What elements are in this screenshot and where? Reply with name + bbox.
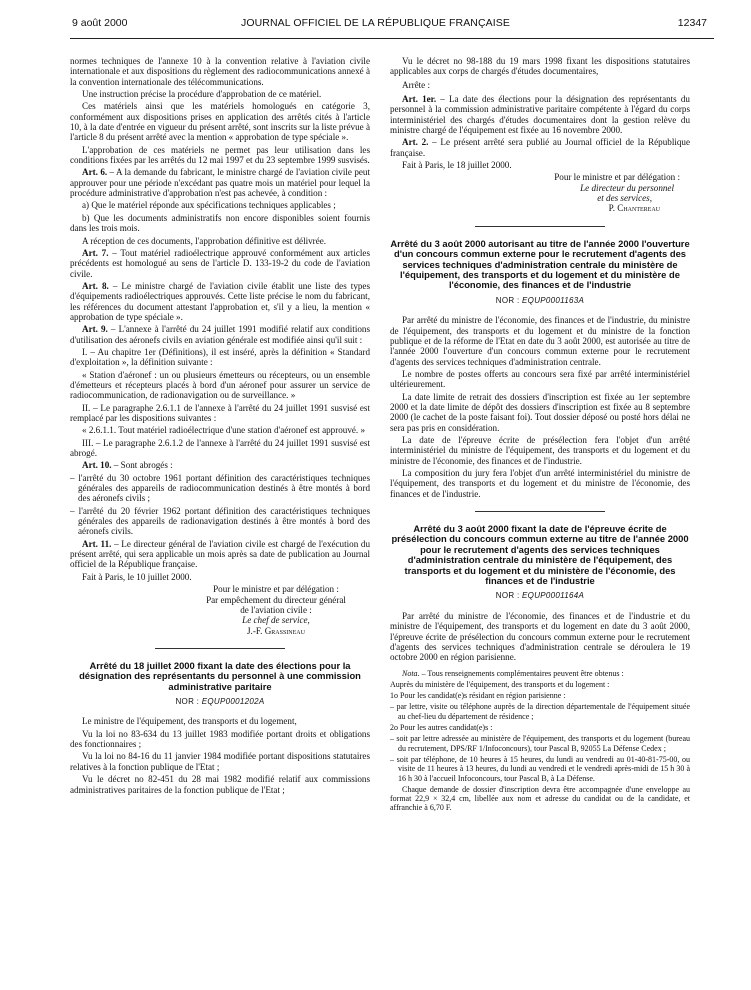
list-item: – l'arrêté du 30 octobre 1961 portant définition des caractéristiques techniques générales des appareils de radiocommunication destinés à être montés à bord des aéronefs civils ; (70, 472, 370, 504)
nota-text: – Tous renseignements complémentaires peuvent être obtenus : (419, 668, 624, 678)
paragraph: Vu la loi no 84-16 du 11 janvier 1984 modifiée portant dispositions statutaires relatives à la fonction publique de l'Etat ; (70, 751, 370, 772)
signature-line: Pour le ministre et par délégation : (213, 584, 339, 595)
article-text: – Sont abrogés : (111, 460, 173, 471)
article-2 (390, 137, 690, 158)
paragraph: b) Que les documents administratifs non encore disponibles soient fournis dans les trois mois. (70, 212, 370, 234)
article-text: – Tout matériel radioélectrique approuvé conformément aux articles précédents est homologué au sens de l'article D. 133-19-2 du code de l'aviation civile. (70, 247, 370, 279)
fait-line: Fait à Paris, le 18 juillet 2000. (402, 160, 512, 171)
article-10 (70, 460, 370, 470)
paragraph: Une instruction précise la procédure d'approbation de ce matériel. (82, 89, 322, 100)
paragraph: « 2.6.1.1. Tout matériel radioélectrique d'une station d'aéronef est approuvé. » (82, 425, 366, 436)
paragraph: II. – Le paragraphe 2.6.1.1 de l'annexe à l'arrêté du 24 juillet 1991 susvisé est remplacé par les dispositions suivantes : (70, 402, 370, 423)
paragraph: Vu le décret no 98-188 du 19 mars 1998 fixant les dispositions statutaires applicables aux corps de chargés d'études documentaires, (390, 56, 690, 77)
right-column (390, 56, 690, 815)
article-11 (70, 539, 370, 570)
separator (475, 226, 605, 227)
signatory-name: J.-F. Grassineau (247, 625, 305, 636)
signature-block (390, 172, 680, 213)
decree-title: Arrêté du 3 août 2000 autorisant au titre de l'année 2000 l'ouverture d'un concours commun externe pour le recrutement d'agents des services techniques d'administration centrale du ministère de l'équipement, des transports et du logement et du ministère de l'économie, des finances et de l'industrie (390, 237, 690, 291)
article-text: – Le présent arrêté sera publié au Journal officiel de la République française. (390, 137, 691, 158)
paragraph: La date limite de retrait des dossiers d'inscription est fixée au 1er septembre 2000 et la date limite de dépôt des dossiers d'inscription est fixée au 8 septembre 2000 (le cachet de la poste faisant foi). Tout dossier déposé ou posté hors délai ne sera pas pris en considération. (390, 391, 690, 433)
paragraph: « Station d'aéronef : un ou plusieurs émetteurs ou récepteurs, ou un ensemble d'émetteurs et récepteurs placés à bord d'un aéronef pour assurer un service de radiocommunication, de radionavigation ou de surveillance. » (70, 369, 370, 401)
paragraph: Vu la loi no 83-634 du 13 juillet 1983 modifiée portant droits et obligations des fonctionnaires ; (70, 728, 370, 750)
paragraph: normes techniques de l'annexe 10 à la convention relative à l'aviation civile internationale et aux dispositions du règlement des radiocommunications annexé à la convention internationale des télécommunications. (70, 56, 370, 87)
article-text: – Le directeur général de l'aviation civile est chargé de l'exécution du présent arrêté, qui sera applicable un mois après sa date de publication au Journal officiel de la République française. (70, 538, 370, 570)
paragraph: 2o Pour les autres candidat(e)s : (390, 723, 493, 733)
paragraph: 1o Pour les candidat(e)s résidant en région parisienne : (390, 691, 566, 701)
signature-role: Le chef de service, (242, 615, 310, 626)
left-column (70, 56, 370, 797)
article-text: – A la demande du fabricant, le ministre chargé de l'aviation civile peut approuver pour une période n'excédant pas quatre mois un matériel pour lequel la procédure administrative d'approbation n'est pas achevée, à condition : (70, 167, 370, 199)
page-header (0, 14, 751, 34)
list-item: – l'arrêté du 20 février 1962 portant définition des caractéristiques techniques générales des appareils de radionavigation destinés à être montés à bord des aéronefs civils. (70, 505, 370, 537)
page-number: 12347 (677, 17, 707, 29)
arrete-line: Arrête : (402, 79, 431, 90)
article-label: Art. 1er. (402, 94, 437, 105)
nor-reference (70, 697, 370, 707)
header-rule (70, 38, 714, 39)
article-label: Art. 8. (82, 280, 109, 291)
paragraph: Vu le décret no 82-451 du 28 mai 1982 modifié relatif aux commissions administratives paritaires de la fonction publique de l'Etat ; (70, 774, 370, 795)
paragraph: Ces matériels ainsi que les matériels homologués en catégorie 3, conformément aux dispositions prises en application des arrêtés cités à l'article 10, à la date d'entrée en vigueur du présent arrêté, sont inscrits sur la liste prévue à l'article 8 du présent arrêté avec la mention « approbation de type spéciale ». (70, 101, 370, 143)
article-label: Art. 9. (82, 324, 108, 335)
list-item: – soit par lettre adressée au ministère de l'équipement, des transports et du logement (bureau du recrutement, DPS/RF 1/Infoconcours), tour Pascal B, 92055 La Défense Cedex ; (390, 734, 690, 753)
nor-code: EQUP0001202A (201, 697, 265, 707)
nor-prefix: NOR : (495, 295, 523, 305)
signatory-name: P. Chantereau (608, 203, 660, 214)
paragraph: L'approbation de ces matériels ne permet pas leur utilisation dans les conditions fixées par les arrêtés du 12 mai 1997 et du 23 septembre 1999 susvisés. (70, 144, 370, 166)
list-item: – par lettre, visite ou téléphone auprès de la direction départementale de l'équipement située au chef-lieu du département de résidence ; (390, 702, 690, 721)
nota (390, 669, 690, 678)
signature-block (182, 584, 370, 636)
nor-prefix: NOR : (495, 591, 523, 601)
separator (475, 511, 605, 512)
issue-date: 9 août 2000 (72, 17, 128, 29)
paragraph: Chaque demande de dossier d'inscription devra être accompagnée d'une enveloppe au format 22,9 × 32,4 cm, libellée aux nom et adresse du candidat ou de la candidate, et affranchie à 6,70 F. (390, 784, 690, 813)
signature-role: et des services, (597, 193, 652, 204)
article-text: – L'annexe à l'arrêté du 24 juillet 1991 modifié relatif aux conditions d'utilisation des aéronefs civils en aviation générale est modifiée ainsi qu'il suit : (70, 324, 370, 345)
article-1 (390, 94, 690, 135)
nor-code: EQUP0001164A (522, 591, 585, 601)
article-label: Art. 11. (82, 538, 112, 549)
article-label: Art. 7. (82, 247, 109, 258)
article-6 (70, 167, 370, 198)
signature-role: Le directeur du personnel (580, 182, 674, 193)
paragraph: Le ministre de l'équipement, des transports et du logement, (82, 716, 297, 727)
paragraph: Par arrêté du ministre de l'économie, des finances et de l'industrie, du ministre de l'équipement, des transports et du logement et du ministre de la fonction publique et de la réforme de l'Etat en date du 3 août 2000, est autorisée au titre de l'année 2000 l'ouverture d'un concours commun externe pour le recrutement d'agents des services techniques d'administration centrale. (390, 315, 690, 367)
separator (155, 648, 285, 649)
paragraph: La date de l'épreuve écrite de présélection fera l'objet d'un arrêté interministériel du ministre de l'équipement, des transports et du logement et du ministre de l'économie, des finances et de l'industrie. (390, 434, 690, 466)
paragraph: Auprès du ministère de l'équipement, des transports et du logement : (390, 679, 610, 689)
paragraph: III. – Le paragraphe 2.6.1.2 de l'annexe à l'arrêté du 24 juillet 1991 susvisé est abrogé. (70, 437, 370, 459)
article-text: – La date des élections pour la désignation des représentants du personnel à la commission administrative paritaire compétente à l'égard du corps interministériel des chargés d'études documentaires dont la gestion relève du ministre chargé de l'équipement est fixée au 16 novembre 2000. (390, 94, 690, 136)
article-9 (70, 324, 370, 345)
paragraph: La composition du jury fera l'objet d'un arrêté interministériel du ministre de l'équipement, des transports et du logement et du ministre de l'économie, des finances et de l'industrie. (390, 468, 690, 499)
article-label: Art. 10. (82, 460, 112, 471)
nota-label: Nota. (402, 668, 420, 678)
article-label: Art. 6. (82, 167, 108, 178)
paragraph: A réception de ces documents, l'approbation définitive est délivrée. (82, 235, 327, 246)
signature-line: Pour le ministre et par délégation : (554, 172, 680, 183)
article-7 (70, 248, 370, 279)
paragraph: a) Que le matériel réponde aux spécifications techniques applicables ; (82, 200, 336, 211)
decree-title: Arrêté du 18 juillet 2000 fixant la date des élections pour la désignation des représentants du personnel à une commission administrative paritaire (79, 659, 361, 692)
decree-title: Arrêté du 3 août 2000 fixant la date de l'épreuve écrite de présélection du concours commun externe au titre de l'année 2000 pour le recrutement d'agents des services techniques d'administration centrale du ministère de l'équipement, des transports et du logement et du ministère de l'économie, des finances et de l'industrie (391, 523, 689, 587)
fait-line: Fait à Paris, le 10 juillet 2000. (82, 571, 192, 582)
nor-reference (390, 296, 690, 306)
journal-title: JOURNAL OFFICIEL DE LA RÉPUBLIQUE FRANÇAISE (241, 17, 510, 29)
nor-reference (390, 591, 690, 601)
nor-prefix: NOR : (175, 697, 202, 707)
list-item: – soit par téléphone, de 10 heures à 15 heures, du lundi au vendredi au 01-40-81-75-00, ou visite de 11 heures à 13 heures, du lundi au vendredi et le vendredi après-midi de 15 h 30 à 16 h 30 à l'accueil Infoconcours, tour Pascal B, à La Défense. (390, 754, 690, 783)
paragraph: I. – Au chapitre 1er (Définitions), il est inséré, après la définition « Standard d'exploitation », la définition suivante : (70, 346, 370, 368)
article-text: – Le ministre chargé de l'aviation civile établit une liste des types d'équipements radioélectriques approuvés. Cette liste précise le nom du fabricant, les références du document attestant l'approbation et, s'il y a lieu, la mention « approbation de type spéciale ». (70, 280, 370, 322)
paragraph: Par arrêté du ministre de l'économie, des finances et de l'industrie et du ministre de l'équipement, des transports et du logement en date du 3 août 2000, l'épreuve écrite de présélection du concours commun externe pour le recrutement d'agents des services techniques d'administration centrale se déroulera le 19 octobre 2000 en région parisienne. (390, 610, 690, 663)
article-label: Art. 2. (402, 137, 429, 148)
signature-line: Par empêchement du directeur général (206, 594, 346, 605)
paragraph: Le nombre de postes offerts au concours sera fixé par arrêté interministériel ultérieurement. (390, 368, 690, 390)
article-8 (70, 281, 370, 322)
signature-line: de l'aviation civile : (240, 604, 312, 615)
nor-code: EQUP0001163A (522, 295, 585, 305)
